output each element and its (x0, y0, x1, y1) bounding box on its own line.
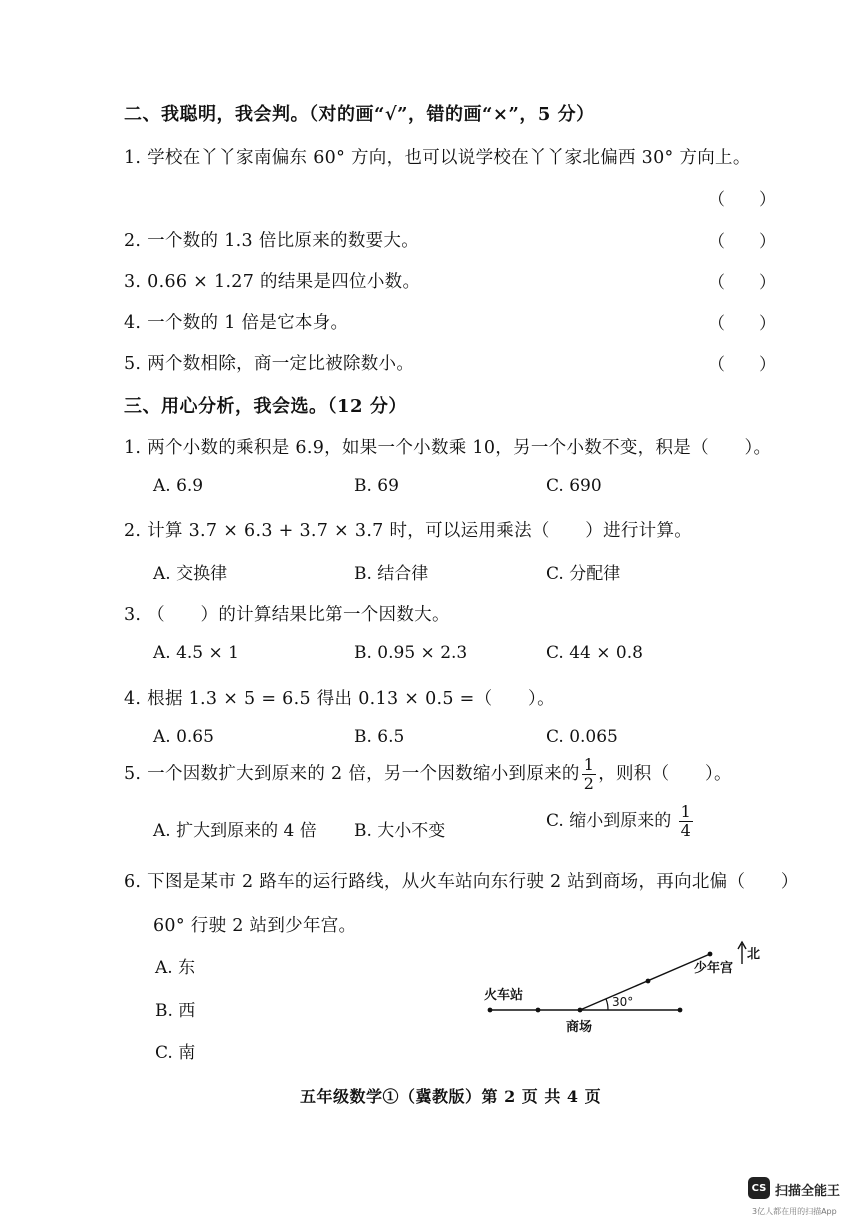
watermark-brand: 扫描全能王 (775, 1184, 841, 1199)
q5-text-after: ，则积（ ）。 (598, 764, 732, 784)
northeast-route-line (580, 954, 710, 1010)
q6-option-a[interactable]: A. 东 (155, 958, 196, 978)
q5-fraction-half (582, 756, 596, 793)
camscanner-logo-text: CS (751, 1182, 767, 1194)
q4-option-c[interactable]: C. 0.065 (546, 727, 618, 747)
mall-label: 商场 (566, 1020, 593, 1035)
q3-option-a[interactable]: A. 4.5 × 1 (153, 643, 239, 663)
section2-answer-bracket-1[interactable]: （ ） (708, 190, 776, 210)
section2-item-5: 5. 两个数相除，商一定比被除数小。 (124, 354, 415, 374)
section3-q4: 4. 根据 1.3 × 5 = 6.5 得出 0.13 × 0.5 =（ ）。 (124, 689, 555, 709)
section2-answer-bracket-3[interactable]: （ ） (708, 273, 776, 293)
palace-label: 少年宫 (694, 961, 734, 976)
q5-text-before: 5. 一个因数扩大到原来的 2 倍，另一个因数缩小到原来的 (124, 764, 580, 784)
q1-option-c[interactable]: C. 690 (546, 476, 602, 496)
fraction-denominator: 4 (680, 821, 691, 840)
section3-q6-line2: 60° 行驶 2 站到少年宫。 (153, 916, 357, 936)
station-dot-2 (536, 1008, 541, 1013)
station-label: 火车站 (484, 988, 524, 1003)
section3-q5 (124, 756, 732, 793)
q5-option-b[interactable]: B. 大小不变 (354, 821, 446, 841)
section2-item-4: 4. 一个数的 1 倍是它本身。 (124, 313, 349, 333)
q6-option-c[interactable]: C. 南 (155, 1043, 196, 1063)
page-footer: 五年级数学①（冀教版）第 2 页 共 4 页 (300, 1087, 602, 1106)
section2-item-1: 1. 学校在丫丫家南偏东 60° 方向，也可以说学校在丫丫家北偏西 30° 方向上。 (124, 148, 751, 168)
q5-fraction-quarter (679, 803, 693, 840)
mall-dot (578, 1008, 583, 1013)
q5-option-c-text: C. 缩小到原来的 (546, 811, 672, 831)
station-dot-start (488, 1008, 493, 1013)
palace-dot (708, 952, 713, 957)
q1-option-a[interactable]: A. 6.9 (153, 476, 204, 496)
route-dot-mid (646, 979, 651, 984)
section3-q3: 3. （ ）的计算结果比第一个因数大。 (124, 605, 450, 625)
q4-option-a[interactable]: A. 0.65 (153, 727, 214, 747)
section2-item-2: 2. 一个数的 1.3 倍比原来的数要大。 (124, 231, 420, 251)
fraction-numerator: 1 (680, 802, 691, 821)
section3-q6-line1: 6. 下图是某市 2 路车的运行路线，从火车站向东行驶 2 站到商场，再向北偏（ ） (124, 872, 799, 892)
q1-option-b[interactable]: B. 69 (354, 476, 399, 496)
camscanner-logo (748, 1177, 770, 1199)
section2-answer-bracket-5[interactable]: （ ） (708, 355, 776, 375)
angle-arc (606, 999, 608, 1010)
fraction-numerator: 1 (583, 755, 595, 774)
station-dot-end (678, 1008, 683, 1013)
q2-option-b[interactable]: B. 结合律 (354, 564, 429, 584)
section2-answer-bracket-2[interactable]: （ ） (708, 232, 776, 252)
q5-option-a[interactable]: A. 扩大到原来的 4 倍 (153, 821, 317, 841)
q6-option-b[interactable]: B. 西 (155, 1001, 196, 1021)
q4-option-b[interactable]: B. 6.5 (354, 727, 405, 747)
section3-q1: 1. 两个小数的乘积是 6.9，如果一个小数乘 10，另一个小数不变，积是（ ）。 (124, 438, 772, 458)
section3-q2: 2. 计算 3.7 × 6.3 + 3.7 × 3.7 时，可以运用乘法（ ）进行计算。 (124, 521, 693, 541)
north-label: 北 (747, 947, 761, 962)
section2-title: 二、我聪明，我会判。（对的画“√”，错的画“×”，5 分） (124, 104, 595, 125)
section2-answer-bracket-4[interactable]: （ ） (708, 314, 776, 334)
section3-title: 三、用心分析，我会选。（12 分） (124, 396, 407, 417)
fraction-denominator: 2 (583, 774, 595, 793)
route-diagram (470, 938, 790, 1048)
q2-option-c[interactable]: C. 分配律 (546, 564, 621, 584)
section2-item-3: 3. 0.66 × 1.27 的结果是四位小数。 (124, 272, 421, 292)
q5-option-c[interactable] (546, 803, 695, 840)
q3-option-b[interactable]: B. 0.95 × 2.3 (354, 643, 468, 663)
watermark-slogan: 3亿人都在用的扫描App (752, 1207, 837, 1216)
q2-option-a[interactable]: A. 交换律 (153, 564, 228, 584)
angle-label: 30° (612, 995, 634, 1009)
q3-option-c[interactable]: C. 44 × 0.8 (546, 643, 643, 663)
